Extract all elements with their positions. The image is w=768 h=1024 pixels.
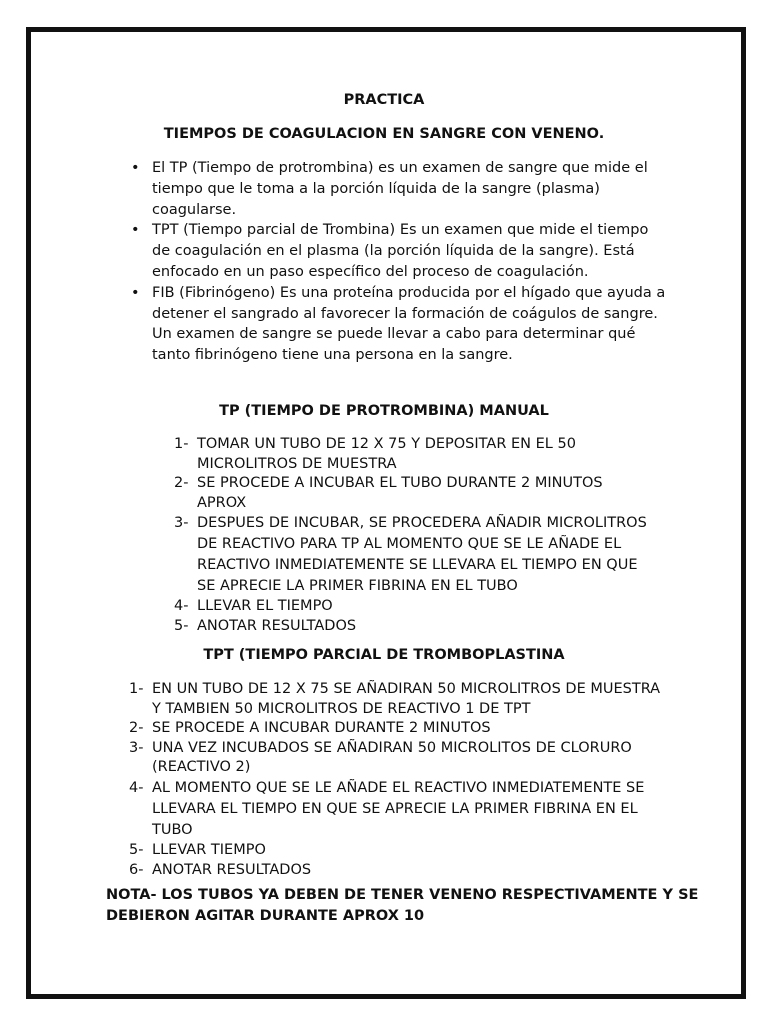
tpt-step-4: [129, 778, 669, 841]
step-text: AL MOMENTO QUE SE LE AÑADE EL REACTIVO INMEDIATEMENTE SE LLEVARA EL TIEMPO EN QUE SE APRECIE LA PRIMER FIBRINA EN EL TUBO: [152, 779, 645, 838]
step-number: 5-: [174, 617, 189, 634]
step-text: DESPUES DE INCUBAR, SE PROCEDERA AÑADIR MICROLITROS DE REACTIVO PARA TP AL MOMENTO QUE SE LE AÑADE EL REACTIVO INMEDIATEMENTE SE LLEVARA EL TIEMPO EN QUE SE APRECIE LA PRIMER FIBRINA EN EL TUBO: [197, 515, 647, 595]
tpt-step-3: [129, 739, 669, 778]
step-number: 2-: [129, 720, 144, 737]
step-number: 1-: [129, 681, 144, 697]
step-text: EN UN TUBO DE 12 X 75 SE AÑADIRAN 50 MICROLITROS DE MUESTRA Y TAMBIEN 50 MICROLITROS DE REACTIVO 1 DE TPT: [152, 681, 661, 717]
step-number: 1-: [174, 436, 189, 452]
step-number: 4-: [129, 779, 144, 796]
tpt-section-title: TPT (TIEMPO PARCIAL DE TROMBOPLASTINA: [203, 647, 565, 663]
tp-step-1: [174, 435, 654, 474]
definitions-list: [131, 158, 671, 366]
tp-step-2: [174, 474, 654, 513]
step-number: 2-: [174, 475, 189, 492]
tp-steps-list: [174, 435, 654, 637]
tpt-step-1: [129, 680, 669, 719]
tpt-step-5: [129, 841, 669, 861]
step-text: ANOTAR RESULTADOS: [197, 617, 357, 634]
tpt-steps-list: [129, 680, 669, 880]
tp-step-5: [174, 617, 654, 637]
step-text: UNA VEZ INCUBADOS SE AÑADIRAN 50 MICROLITOS DE CLORURO (REACTIVO 2): [152, 739, 632, 776]
definition-tpt: • TPT (Tiempo parcial de Trombina) Es un examen que mide el tiempo de coagulación en el plasma (la porción líquida de la sangre). Está enfocado en un paso específico del proceso de coagulación.: [131, 220, 671, 282]
tpt-step-6: [129, 861, 669, 881]
step-text: ANOTAR RESULTADOS: [152, 861, 312, 878]
note-paragraph: NOTA- LOS TUBOS YA DEBEN DE TENER VENENO RESPECTIVAMENTE Y SE DEBIERON AGITAR DURANTE APROX 10: [106, 887, 699, 924]
step-text: TOMAR UN TUBO DE 12 X 75 Y DEPOSITAR EN EL 50 MICROLITROS DE MUESTRA: [197, 436, 576, 472]
step-text: SE PROCEDE A INCUBAR EL TUBO DURANTE 2 MINUTOS APROX: [197, 475, 603, 511]
step-text: LLEVAR EL TIEMPO: [197, 598, 333, 615]
tp-step-4: [174, 597, 654, 617]
tp-step-3: [174, 513, 654, 597]
definition-fib: • FIB (Fibrinógeno) Es una proteína producida por el hígado que ayuda a detener el sangrado al favorecer la formación de coágulos de sangre. Un examen de sangre se puede llevar a cabo para determinar qué tanto fibrinógeno tiene una persona en la sangre.: [131, 283, 671, 366]
step-number: 4-: [174, 598, 189, 615]
step-number: 3-: [129, 739, 144, 756]
definition-tp: • El TP (Tiempo de protrombina) es un examen de sangre que mide el tiempo que le toma a la porción líquida de la sangre (plasma) coagularse.: [131, 158, 671, 220]
step-text: LLEVAR TIEMPO: [152, 841, 266, 858]
tp-section-title: TP (TIEMPO DE PROTROMBINA) MANUAL: [219, 403, 549, 419]
practica-heading: PRACTICA: [343, 92, 425, 108]
step-number: 5-: [129, 841, 144, 858]
step-number: 6-: [129, 861, 144, 878]
main-heading: TIEMPOS DE COAGULACION EN SANGRE CON VENENO.: [163, 126, 605, 142]
step-number: 3-: [174, 515, 189, 532]
tpt-step-2: [129, 719, 669, 739]
step-text: SE PROCEDE A INCUBAR DURANTE 2 MINUTOS: [152, 720, 491, 737]
